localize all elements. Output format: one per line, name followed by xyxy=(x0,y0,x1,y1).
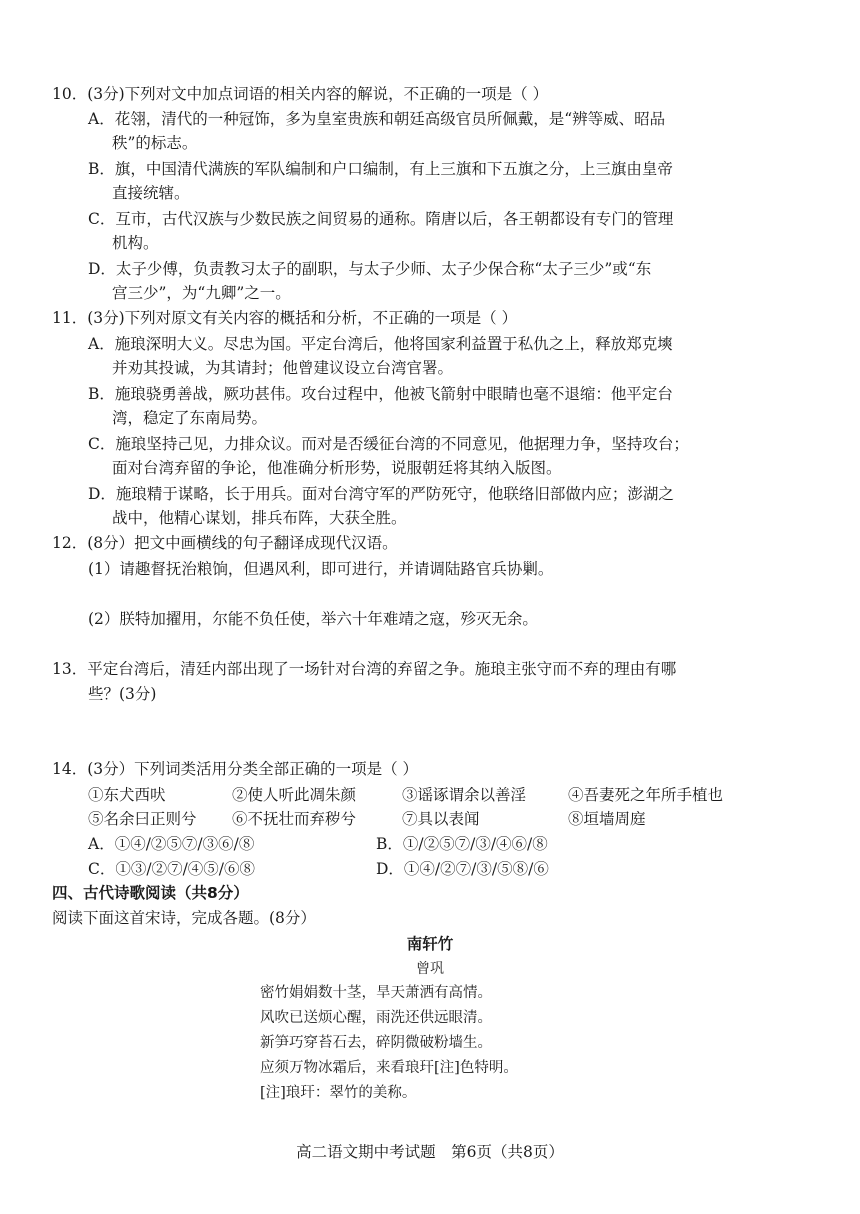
q10-option-c-cont: 机构。 xyxy=(112,234,159,252)
q14-item-1: ①东犬西吠 xyxy=(88,786,166,804)
q14-item-3: ③谣诼谓余以善淫 xyxy=(402,786,527,804)
q14-stem: 14．(3分）下列词类活用分类全部正确的一项是（ ） xyxy=(52,760,419,778)
q10-option-b-cont: 直接统辖。 xyxy=(112,184,190,202)
q14-item-7: ⑦具以表闻 xyxy=(402,810,480,828)
q11-option-a-cont: 并劝其投诚，为其请封；他曾建议设立台湾官署。 xyxy=(112,359,454,377)
q11-option-d-cont: 战中，他精心谋划，排兵布阵，大获全胜。 xyxy=(112,509,407,527)
q10-stem: 10．(3分)下列对文中加点词语的相关内容的解说，不正确的一项是（ ） xyxy=(52,85,549,103)
poem-line-1: 密竹娟娟数十茎，旱天萧洒有高情。 xyxy=(260,985,492,1001)
poem-title: 南轩竹 xyxy=(406,935,454,953)
q12-sentence-1: (1）请趣督抚治粮饷，但遇风利，即可进行，并请调陆路官兵协剿。 xyxy=(88,560,554,578)
poem-line-3: 新笋巧穿苔石去，碎阴微破粉墙生。 xyxy=(260,1035,492,1051)
q14-item-5: ⑤名余曰正则兮 xyxy=(88,810,197,828)
q14-option-c: C．①③/②⑦/④⑤/⑥⑧ xyxy=(88,860,256,878)
q12-sentence-2: (2）朕特加擢用，尔能不负任使，举六十年难靖之寇，殄灭无余。 xyxy=(88,610,538,628)
q14-item-4: ④吾妻死之年所手植也 xyxy=(568,786,724,804)
q10-option-b: B．旗，中国清代满族的军队编制和户口编制，有上三旗和下五旗之分，上三旗由皇帝 xyxy=(88,160,673,178)
q13-stem: 13．平定台湾后，清廷内部出现了一场针对台湾的弃留之争。施琅主张守而不弃的理由有哪 xyxy=(52,660,677,678)
poem-line-2: 风吹已送烦心醒，雨洗还供远眼清。 xyxy=(260,1010,492,1026)
page-footer: 高二语文期中考试题 第6页（共8页） xyxy=(296,1143,564,1161)
q11-option-d: D．施琅精于谋略，长于用兵。面对台湾守军的严防死守，他联络旧部做内应；澎湖之 xyxy=(88,485,674,503)
q11-option-b-cont: 湾，稳定了东南局势。 xyxy=(112,409,268,427)
q10-option-a: A．花翎，清代的一种冠饰，多为皇室贵族和朝廷高级官员所佩戴，是“辨等威、昭品 xyxy=(88,110,666,128)
section-heading: 四、古代诗歌阅读（共8分） xyxy=(52,884,249,902)
q10-option-d-cont: 宫三少”，为“九卿”之一。 xyxy=(112,284,291,302)
q10-option-c: C．互市，古代汉族与少数民族之间贸易的通称。隋唐以后，各王朝都设有专门的管理 xyxy=(88,210,674,228)
q11-option-c-cont: 面对台湾弃留的争论，他准确分析形势，说服朝廷将其纳入版图。 xyxy=(112,459,562,477)
q14-option-b: B．①/②⑤⑦/③/④⑥/⑧ xyxy=(376,835,548,853)
q14-item-2: ②使人听此凋朱颜 xyxy=(232,786,357,804)
q10-option-a-cont: 秩”的标志。 xyxy=(112,134,198,152)
q11-option-b: B．施琅骁勇善战，厥功甚伟。攻台过程中，他被飞箭射中眼睛也毫不退缩：他平定台 xyxy=(88,385,673,403)
section-intro: 阅读下面这首宋诗，完成各题。(8分） xyxy=(52,909,316,927)
q14-option-a: A．①④/②⑤⑦/③⑥/⑧ xyxy=(88,835,255,853)
q14-item-6: ⑥不抚壮而弃秽兮 xyxy=(232,810,357,828)
q13-stem-cont: 些？(3分) xyxy=(88,685,157,703)
q11-stem: 11．(3分)下列对原文有关内容的概括和分析，不正确的一项是（ ） xyxy=(52,309,518,327)
q10-option-d: D．太子少傅，负责教习太子的副职，与太子少师、太子少保合称“太子三少”或“东 xyxy=(88,260,652,278)
q14-item-8: ⑧垣墙周庭 xyxy=(568,810,646,828)
q12-stem: 12．(8分）把文中画横线的句子翻译成现代汉语。 xyxy=(52,534,398,552)
q14-option-d: D．①④/②⑦/③/⑤⑧/⑥ xyxy=(376,860,549,878)
poem-line-4: 应须万物冰霜后，来看琅玕[注]色特明。 xyxy=(260,1060,518,1076)
q11-option-c: C．施琅坚持己见，力排众议。而对是否缓征台湾的不同意见，他据理力争，坚持攻台； xyxy=(88,435,689,453)
poem-author: 曾巩 xyxy=(416,961,444,977)
poem-note: [注]琅玕：翠竹的美称。 xyxy=(260,1085,417,1101)
q11-option-a: A．施琅深明大义。尽忠为国。平定台湾后，他将国家利益置于私仇之上，释放郑克塽 xyxy=(88,335,673,353)
